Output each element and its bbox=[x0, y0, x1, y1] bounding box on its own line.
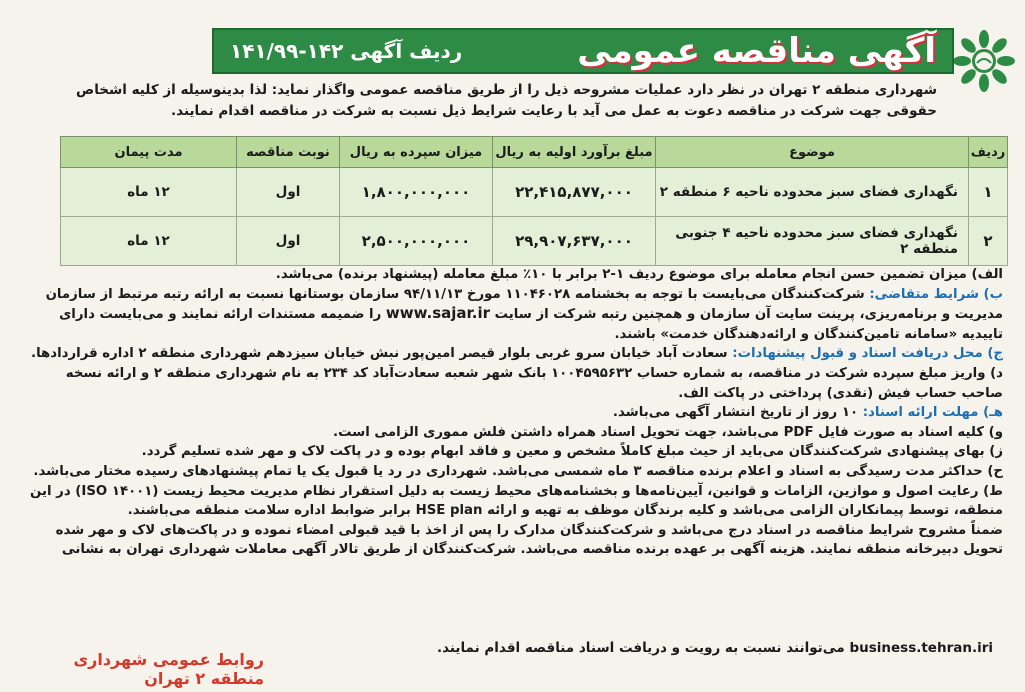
condition-h bbox=[22, 403, 1003, 423]
condition-d: د) واریز مبلغ سپرده شرکت در مناقصه، به شماره حساب ۱۰۰۴۵۹۵۶۳۲ بانک شهر شعبه سعادت‌آباد کد ۲۳۴ به نام شهرداری منطقه ۲ و ارائه نسخه صاحب حساب فیش (نقدی) پرداختی در پاکت الف. bbox=[65, 365, 1003, 401]
ad-row-number: ردیف آگهی ۱۴۲-۱۴۱/۹۹ bbox=[230, 39, 463, 63]
condition-z: ز) بهای پیشنهادی شرکت‌کنندگان می‌باید از حیث مبلغ کاملاً مشخص و معین و فاقد ابهام بوده و در پاکت لاک و مهر شده تسلیم گردد. bbox=[141, 444, 1003, 460]
condition-j bbox=[22, 344, 1003, 364]
closing-note-text: ضمناً مشروح شرایط مناقصه در اسناد درج می‌باشد و شرکت‌کنندگان مدارک را پس از اخذ با قید قبولی امضاء نموده و در پاکت‌های لاک و مهر شده تحویل دبیرخانه منطقه نمایند. bbox=[55, 522, 1003, 558]
row-round: اول bbox=[237, 168, 340, 217]
business-site-link[interactable]: business.tehran.iri bbox=[849, 640, 993, 656]
row-estimate: ۲۲,۴۱۵,۸۷۷,۰۰۰ bbox=[493, 168, 656, 217]
table-row bbox=[61, 168, 1008, 217]
row-subject: نگهداری فضای سبز محدوده ناحیه ۴ جنوبی منطقه ۲ bbox=[656, 217, 969, 266]
condition-h2: ح) حداکثر مدت رسیدگی به اسناد و اعلام برنده مناقصه ۳ ماه شمسی می‌باشد. شهرداری در رد یا قبول یک یا تمام پیشنهادهای رسیده مختار می‌باشد. bbox=[33, 463, 1003, 479]
row-deposit: ۲,۵۰۰,۰۰۰,۰۰۰ bbox=[340, 217, 493, 266]
col-subject: موضوع bbox=[656, 137, 969, 168]
title-banner bbox=[212, 28, 954, 74]
conditions-block bbox=[22, 265, 1003, 560]
condition-h-label: هـ) مهلت ارائه اسناد: bbox=[862, 405, 1003, 421]
row-number: ۲ bbox=[969, 217, 1008, 266]
condition-b-text2: را ضمیمه مستندات ارائه نمایند و می‌بایست دارای تاییدیه «سامانه تامین‌کنندگان و ارائه‌دهندگان خدمت» باشند. bbox=[59, 307, 1003, 342]
condition-a: الف) میزان تضمین حسن انجام معامله برای موضوع ردیف ۱-۲ برابر با ۱۰٪ مبلغ معامله (پیشنهاد برنده) می‌باشد. bbox=[275, 267, 1003, 282]
intro-paragraph: شهرداری منطقه ۲ تهران در نظر دارد عملیات مشروحه ذیل را از طریق مناقصه عمومی واگذار نماید: لذا بدینوسیله از کلیه اشخاص حقوقی جهت شرکت در مناقصه دعوت به عمل می آید با رعایت شرایط ذیل نسبت به شرکت در مناقصه اقدام نمایند. bbox=[76, 82, 937, 119]
sajar-site-link[interactable]: www.sajar.ir bbox=[385, 304, 491, 323]
condition-b bbox=[22, 285, 1003, 345]
ad-title: آگهی مناقصه عمومی bbox=[577, 31, 936, 71]
table-row bbox=[61, 217, 1008, 266]
col-estimate: مبلغ برآورد اولیه به ریال bbox=[493, 137, 656, 168]
public-relations-signature: روابط عمومی شهرداری منطقه ۲ تهران bbox=[73, 650, 264, 688]
row-duration: ۱۲ ماه bbox=[61, 168, 237, 217]
closing-note-bold: هزینه آگهی بر عهده برنده مناقصه می‌باشد. شرکت‌کنندگان از طریق تالار آگهی معاملات شهرداری تهران به نشانی bbox=[61, 542, 806, 558]
col-round: نوبت مناقصه bbox=[237, 137, 340, 168]
condition-b-text: شرکت‌کنندگان می‌بایست با توجه به بخشنامه ۱۱۰۴۶۰۲۸ مورخ ۹۴/۱۱/۱۳ سازمان بوستانها نسبت به ارائه رتبه مرتبط از سازمان مدیریت و برنامه‌ریزی، پرینت سایت آن سازمان و همچنین رتبه شرکت از سایت bbox=[45, 286, 1003, 323]
business-site-text: می‌توانند نسبت به رویت و دریافت اسناد مناقصه اقدام نمایند. bbox=[436, 640, 845, 656]
condition-v: و) کلیه اسناد به صورت فایل PDF می‌باشد، جهت تحویل اسناد همراه داشتن فلش مموری الزامی است. bbox=[333, 424, 1003, 440]
col-row: ردیف bbox=[969, 137, 1008, 168]
condition-j-label: ج) محل دریافت اسناد و قبول پیشنهادات: bbox=[732, 346, 1003, 362]
col-duration: مدت پیمان bbox=[61, 137, 237, 168]
row-duration: ۱۲ ماه bbox=[61, 217, 237, 266]
row-number: ۱ bbox=[969, 168, 1008, 217]
table-header-row bbox=[61, 137, 1008, 168]
condition-j-text: سعادت آباد خیابان سرو غربی بلوار قیصر امین‌پور نبش خیابان سیزدهم شهرداری منطقه ۲ اداره قراردادها. bbox=[31, 346, 728, 362]
row-subject: نگهداری فضای سبز محدوده ناحیه ۶ منطقه ۲ bbox=[656, 168, 969, 217]
row-round: اول bbox=[237, 217, 340, 266]
condition-b-label: ب) شرایط متقاضی: bbox=[869, 286, 1003, 302]
row-deposit: ۱,۸۰۰,۰۰۰,۰۰۰ bbox=[340, 168, 493, 217]
col-deposit: میزان سپرده به ریال bbox=[340, 137, 493, 168]
condition-h-text: ۱۰ روز از تاریخ انتشار آگهی می‌باشد. bbox=[612, 405, 859, 421]
condition-t: ط) رعایت اصول و موازین، الزامات و قوانین، آیین‌نامه‌ها و بخشنامه‌های محیط زیست به دلیل استقرار نظام مدیریت محیط زیست (ISO ۱۴۰۰۱) در این منطقه، توسط پیمانکاران الزامی می‌باشد و کلیه برندگان موظف به تهیه و ارائه HSE plan برابر ضوابط اداره سلامت منطقه می‌باشند. bbox=[30, 483, 1003, 519]
row-estimate: ۲۹,۹۰۷,۶۳۷,۰۰۰ bbox=[493, 217, 656, 266]
municipality-logo-icon bbox=[953, 30, 1015, 92]
closing-note bbox=[22, 521, 1003, 560]
tender-table bbox=[60, 136, 1008, 266]
